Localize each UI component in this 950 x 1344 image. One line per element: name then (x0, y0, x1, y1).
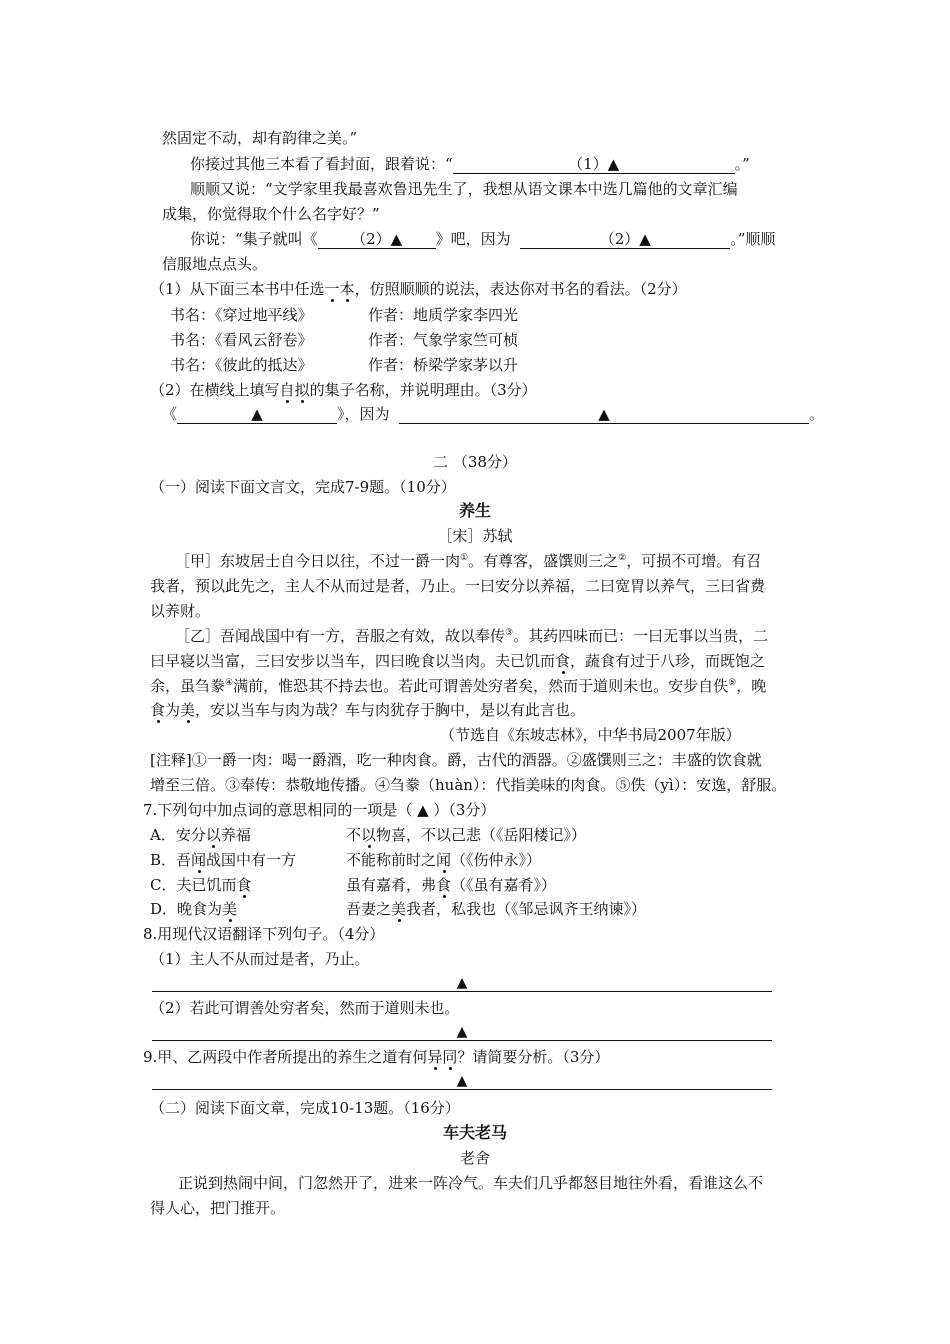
text-line: 信服地点点头。 (162, 255, 268, 273)
passage-line: 我者，预以此先之，主人不从而过是者，乃止。一曰安分以养福，二曰宽胃以养气，三曰省费 (150, 577, 766, 595)
passage-line: 得人心，把门推开。 (150, 1199, 286, 1217)
question-1-prompt: （1）从下面三本书中任选一本，仿照顺顺的说法，表达你对书名的看法。（2分） (150, 280, 687, 298)
answer-marker: ▲ (456, 1073, 468, 1089)
answer-blank[interactable]: ▲ (399, 406, 809, 424)
book-author: 作者：桥梁学家茅以升 (368, 356, 519, 374)
option-d[interactable]: D．晚食为美 (150, 900, 238, 918)
passage-title: 车夫老马 (442, 1123, 507, 1142)
text-line: 然固定不动，却有韵律之美。” (162, 129, 358, 147)
book-row: 书名：《看风云舒卷》 (170, 331, 313, 349)
text-line: 顺顺又说：“文学家里我最喜欢鲁迅先生了，我想从语文课本中选几篇他的文章汇编 (190, 180, 738, 198)
question-2-prompt: （2）在横线上填写自拟的集子名称，并说明理由。（3分） (150, 381, 537, 399)
book-author: 作者：地质学家李四光 (368, 306, 519, 324)
question-8-stem: 8.用现代汉语翻译下列句子。（4分） (143, 925, 385, 943)
answer-line[interactable] (152, 991, 772, 992)
option-c-compare: 虽有嘉肴，弗食（《虽有嘉肴》） (346, 876, 557, 894)
text-line: 你说：“集子就叫《 （2）▲ 》吧，因为 （2）▲ 。”顺顺 (190, 230, 776, 248)
book-row: 书名：《穿过地平线》 (170, 306, 313, 324)
option-c[interactable]: C．夫已饥而食 (150, 876, 252, 894)
book-author: 作者：气象学家竺可桢 (368, 331, 519, 349)
question-9-stem: 9.甲、乙两段中作者所提出的养生之道有何异同？请简要分析。（3分） (143, 1048, 610, 1066)
answer-blank[interactable]: （2）▲ (318, 231, 436, 249)
passage-line: 余，虽刍豢④满前，惟恐其不持去也。若此可谓善处穷者矣，然而于道则未也。安步自佚⑤，晚 (150, 677, 767, 695)
text-line: 你接过其他三本看了看封面，跟着说：“ （1）▲ 。” (190, 155, 750, 173)
text-line: 成集，你觉得取个什么名字好？” (162, 205, 380, 223)
option-b-compare: 不能称前时之闻（《伤仲永》） (346, 851, 542, 869)
option-b[interactable]: B．吾闻战国中有一方 (150, 851, 297, 869)
answer-line[interactable] (152, 1089, 772, 1090)
question-7-stem: 7.下列句中加点词的意思相同的一项是（ ▲ ）（3分） (143, 801, 496, 819)
annotation-line: 增至三倍。③奉传：恭敬地传播。④刍豢（huàn）：代指美味的肉食。⑤佚（yì）：安逸，舒服。 (150, 776, 787, 794)
answer-marker: ▲ (456, 975, 468, 991)
passage-line: ［甲］东坡居士自今日以往，不过一爵一肉①。有尊客，盛馔则三之②，可损不可增。有召 (175, 552, 762, 570)
passage-line: 曰早寝以当富，三曰安步以当车，四曰晚食以当肉。夫已饥而食，蔬食有过于八珍，而既饱之 (150, 652, 766, 670)
passage-source: （节选自《东坡志林》，中华书局2007年版） (440, 726, 741, 744)
part-intro: （一）阅读下面文言文，完成7-9题。（10分） (150, 478, 456, 496)
section-heading: 二 （38分） (433, 453, 517, 471)
option-a-compare: 不以物喜，不以己悲（《岳阳楼记》） (346, 826, 587, 844)
passage-line: ［乙］吾闻战国中有一方，吾服之有效，故以奉传③。其药四味而已：一曰无事以当贵，二 (175, 627, 769, 645)
passage-author: ［宋］苏轼 (437, 527, 513, 545)
passage-title: 养生 (458, 501, 491, 520)
passage-line: 正说到热闹中间，门忽然开了，进来一阵冷气。车夫们几乎都怒目地往外看，看谁这么不 (178, 1174, 764, 1192)
answer-line[interactable] (152, 1040, 772, 1041)
question-8-sentence-1: （1）主人不从而过是者，乃止。 (150, 950, 370, 968)
answer-marker: ▲ (456, 1024, 468, 1040)
question-2-answer-line: 《 ▲ 》，因为 ▲ 。 (162, 405, 825, 423)
part-intro: （二）阅读下面文章，完成10-13题。（16分） (150, 1099, 460, 1117)
annotation-line: [注释]①一爵一肉：喝一爵酒，吃一种肉食。爵，古代的酒器。②盛馔则三之：丰盛的饮食就 (150, 751, 762, 769)
answer-blank[interactable]: （2）▲ (520, 231, 730, 249)
option-a[interactable]: A．安分以养福 (150, 826, 251, 844)
answer-blank[interactable]: ▲ (177, 406, 337, 424)
passage-line: 以养财。 (150, 602, 211, 620)
passage-line: 食为美，安以当车与肉为哉？车与肉犹存于胸中，是以有此言也。 (150, 701, 586, 719)
question-8-sentence-2: （2）若此可谓善处穷者矣，然而于道则未也。 (150, 999, 460, 1017)
answer-blank[interactable]: （1）▲ (453, 156, 735, 174)
option-d-compare: 吾妻之美我者，私我也（《邹忌讽齐王纳谏》） (346, 900, 647, 918)
book-row: 书名：《彼此的抵达》 (170, 356, 313, 374)
passage-author: 老舍 (459, 1149, 490, 1167)
